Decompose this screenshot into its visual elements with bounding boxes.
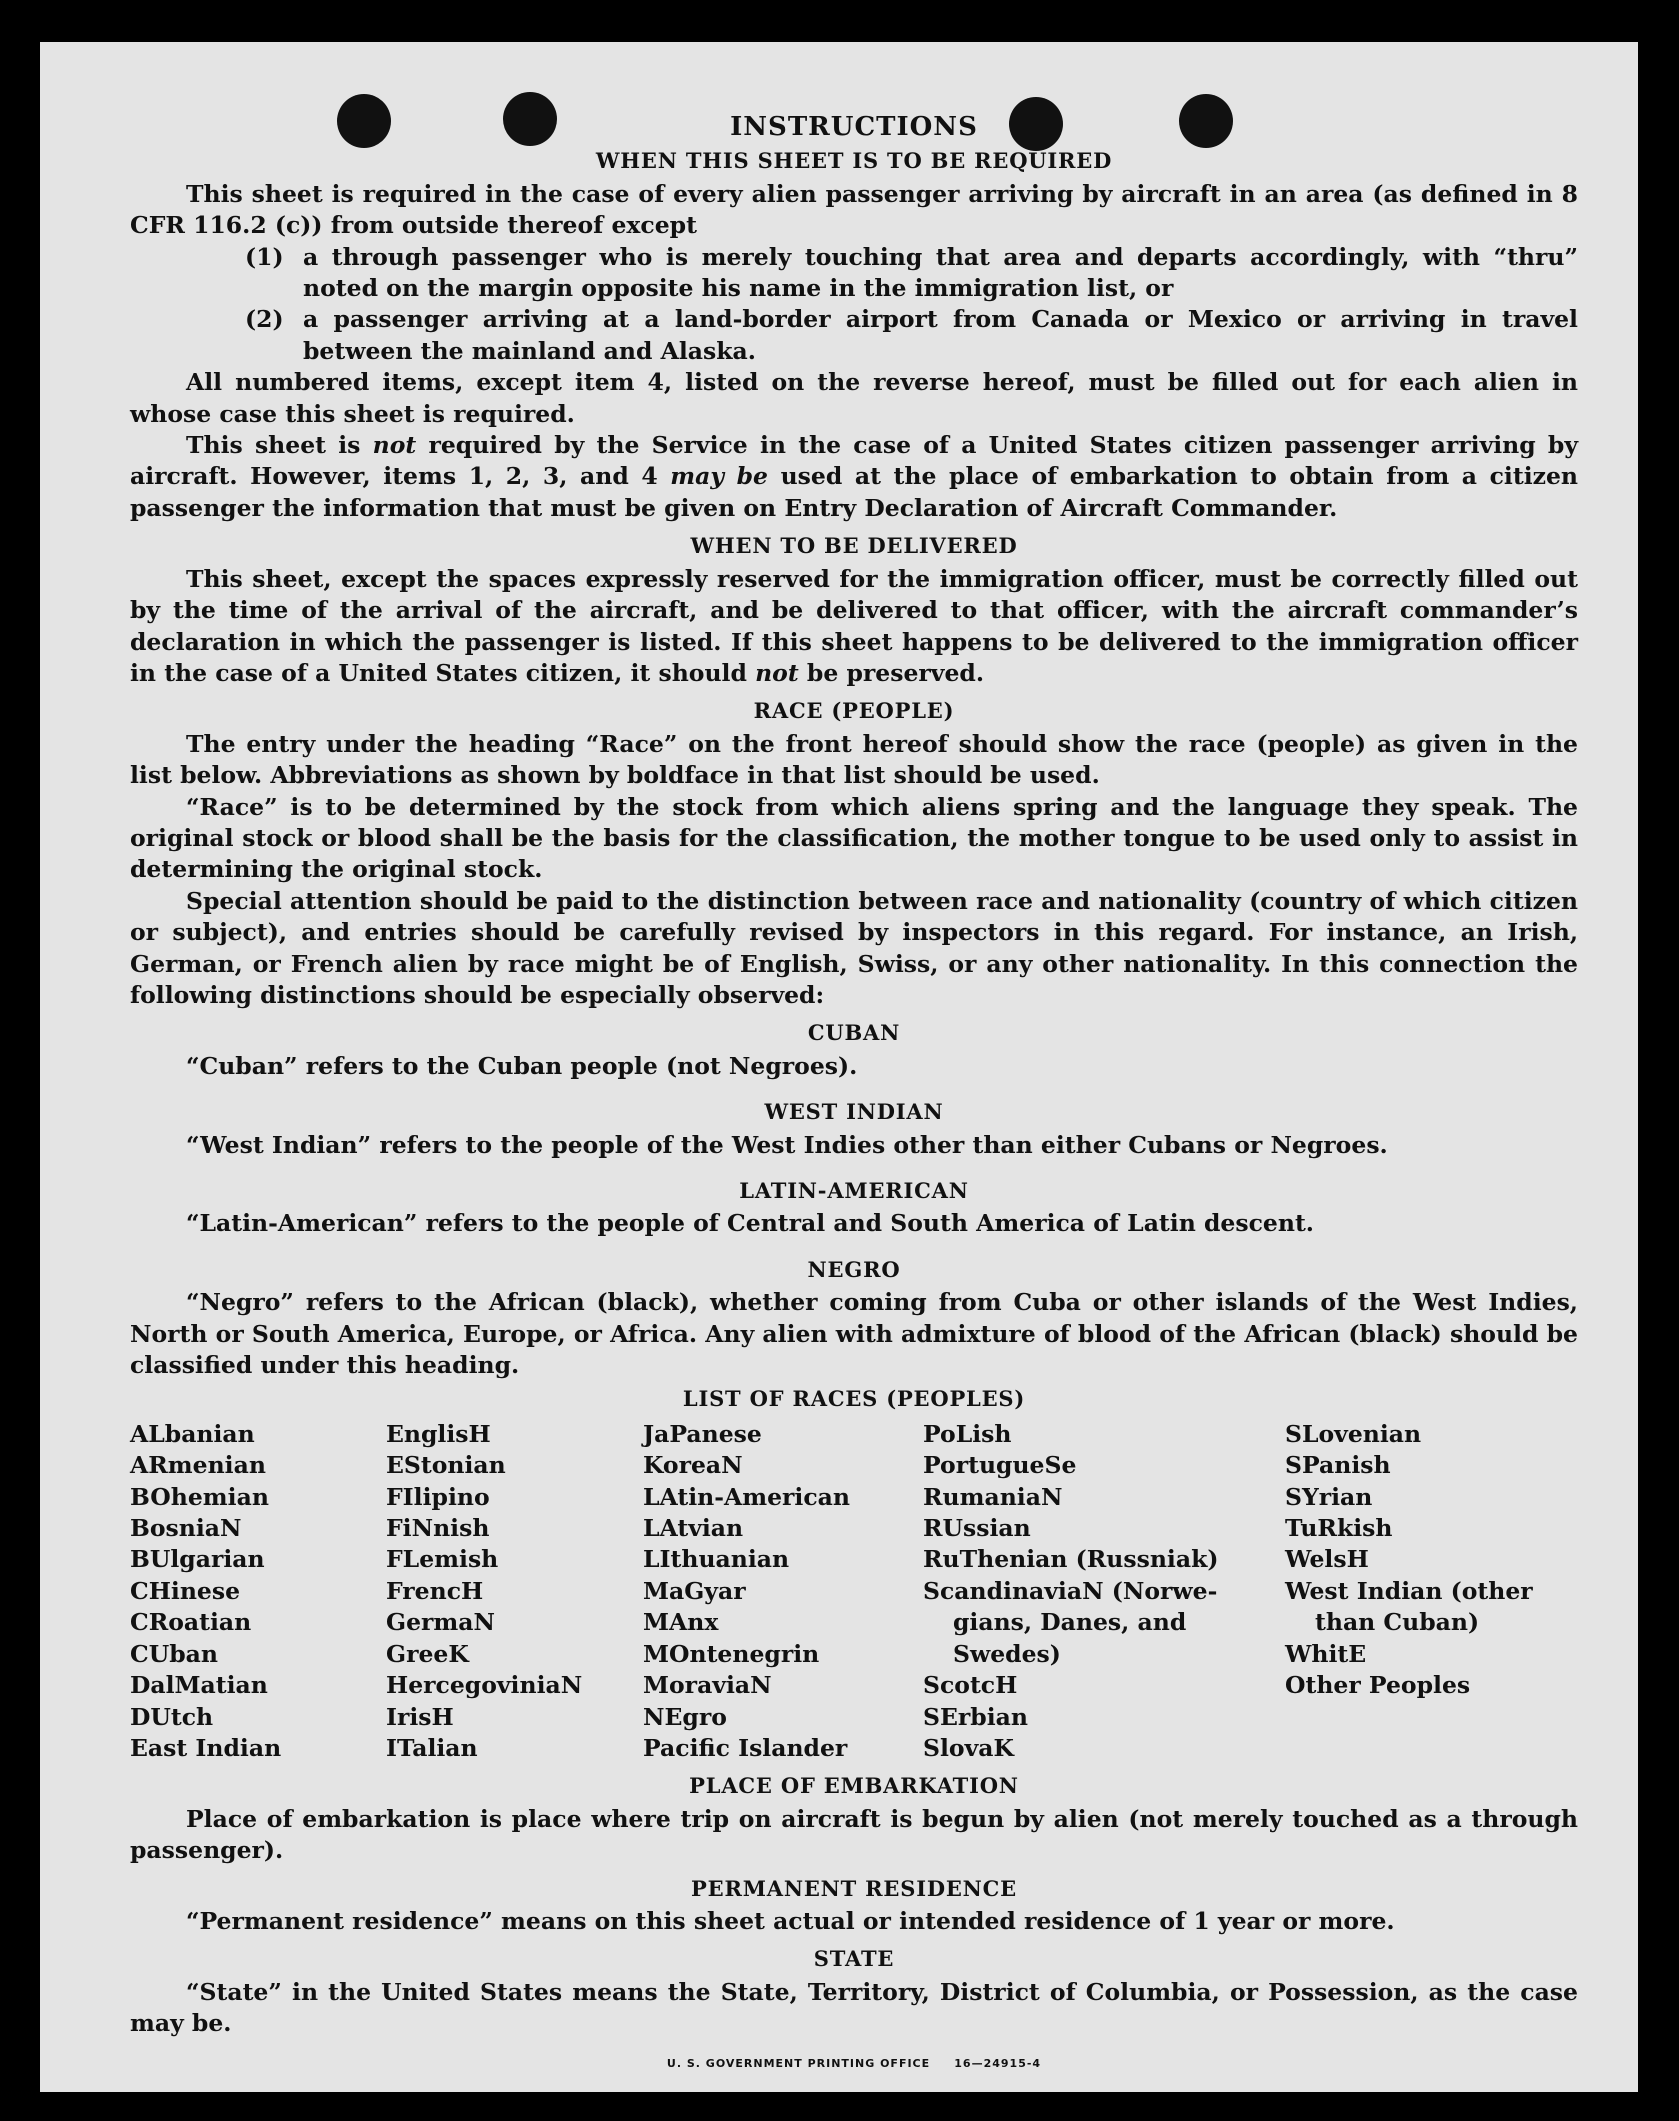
race-entry: FIlipino <box>386 1482 490 1511</box>
paragraph <box>130 430 1578 524</box>
race-entry: MoraviaN <box>643 1671 772 1700</box>
race-entry: RuThenian (Russniak) <box>923 1545 1219 1574</box>
section-heading: STATE <box>813 1946 895 1972</box>
list-item <box>130 304 1578 367</box>
race-entry: ARmenian <box>130 1451 266 1480</box>
item-text: a passenger arriving at a land-border airport from Canada or Mexico or arriving in travel between the mainland and Alaska. <box>303 305 1578 365</box>
section-heading: PERMANENT RESIDENCE <box>691 1875 1017 1901</box>
race-entry: MAnx <box>643 1608 719 1637</box>
printing-office-footer: U. S. GOVERNMENT PRINTING OFFICE 16—24915-4 <box>666 2056 1042 2070</box>
race-entry: West Indian (other <box>1285 1576 1533 1605</box>
race-entry: ScandinaviaN (Norwe- <box>923 1576 1218 1605</box>
text-span: This sheet is <box>186 431 373 460</box>
paragraph: “Race” is to be determined by the stock from which aliens spring and the language they speak. The original stock or blood shall be the basis for the classification, the mother tongue to be used only to assist in determining the original stock. <box>130 792 1578 884</box>
paragraph: “West Indian” refers to the people of the West Indies other than either Cubans or Negroes. <box>186 1130 1388 1159</box>
paragraph: “Negro” refers to the African (black), whether coming from Cuba or other islands of the West Indies, North or South America, Europe, or Africa. Any alien with admixture of blood of the African (black) should be classified under this heading. <box>130 1288 1578 1380</box>
race-entry: MOntenegrin <box>643 1639 820 1668</box>
race-entry: ITalian <box>386 1733 478 1762</box>
race-entry: FLemish <box>386 1545 499 1574</box>
race-entry: DUtch <box>130 1702 214 1731</box>
paragraph: All numbered items, except item 4, listed on the reverse hereof, must be filled out for each alien in whose case this sheet is required. <box>130 368 1578 428</box>
paragraph: “Cuban” refers to the Cuban people (not Negroes). <box>186 1051 858 1080</box>
race-entry: East Indian <box>130 1733 282 1762</box>
text-span: in that list should be used. <box>738 761 1100 790</box>
race-entry: NEgro <box>643 1702 727 1731</box>
races-column <box>643 1419 923 1764</box>
race-entry: GermaN <box>386 1608 495 1637</box>
section-heading: WEST INDIAN <box>764 1099 944 1125</box>
text-span: be preserved. <box>798 658 985 687</box>
paragraph: Special attention should be paid to the distinction between race and nationality (country of which citizen or subject), and entries should be carefully revised by inspectors in this regard. For instance, an Irish, German, or French alien by race might be of English, Swiss, or any other nationality. In this connection the following distinctions should be especially observed: <box>130 886 1578 1009</box>
race-entry: FrencH <box>386 1576 484 1605</box>
race-entry: ScotcH <box>923 1671 1018 1700</box>
boldface-word: boldface <box>626 761 739 790</box>
race-entry: WelsH <box>1285 1545 1369 1574</box>
race-entry: SErbian <box>923 1702 1028 1731</box>
race-entry: SYrian <box>1285 1482 1373 1511</box>
race-entry: EnglisH <box>386 1419 491 1448</box>
race-entry: gians, Danes, and <box>953 1608 1187 1637</box>
race-entry: CUban <box>130 1639 218 1668</box>
race-entry: LIthuanian <box>643 1545 790 1574</box>
section-heading: WHEN TO BE DELIVERED <box>690 533 1018 559</box>
race-entry: BOhemian <box>130 1482 269 1511</box>
race-entry: CHinese <box>130 1576 241 1605</box>
text-span: required by the Service in the case of a United States citizen passenger arriving by aircraft. However, items 1, 2, 3, and 4 <box>130 431 1578 491</box>
race-entry: SlovaK <box>923 1733 1014 1762</box>
list-item <box>130 242 1578 305</box>
instructions-content <box>130 112 1578 2079</box>
section-heading: LIST OF RACES (PEOPLES) <box>682 1386 1026 1412</box>
races-column <box>130 1419 386 1764</box>
text-span: used at the place of embarkation to obtain from a citizen passenger the information that must be given on Entry Declaration of Aircraft Commander. <box>130 462 1579 522</box>
paragraph: “Permanent residence” means on this sheet actual or intended residence of 1 year or more. <box>186 1906 1395 1935</box>
paragraph: Place of embarkation is place where trip on aircraft is begun by alien (not merely touched as a through passenger). <box>130 1804 1578 1865</box>
races-column <box>1285 1419 1545 1764</box>
race-entry: than Cuban) <box>1315 1608 1480 1637</box>
item-number: (2) <box>245 305 284 334</box>
race-entry: MaGyar <box>643 1576 746 1605</box>
race-entry: RUssian <box>923 1514 1031 1543</box>
race-entry: ALbanian <box>130 1419 255 1448</box>
text-span: This sheet, except the spaces expressly reserved for the immigration officer, must be correctly filled out by the time of the arrival of the aircraft, and be delivered to that officer, with the aircraft commander’s declaration in which the passenger is listed. If this sheet happens to be delivered to the immigration officer in the case of a United States citizen, it should <box>130 564 1578 687</box>
paragraph: This sheet is required in the case of every alien passenger arriving by aircraft in an area (as defined in 8 CFR 116.2 (c)) from outside thereof except <box>130 179 1578 240</box>
section-heading: PLACE OF EMBARKATION <box>689 1773 1019 1799</box>
race-entry: EStonian <box>386 1451 506 1480</box>
emphasis: may be <box>670 462 769 491</box>
race-entry: RumaniaN <box>923 1482 1063 1511</box>
race-entry: HercegoviniaN <box>386 1671 583 1700</box>
section-heading: RACE (PEOPLE) <box>753 698 955 724</box>
race-entry: FiNnish <box>386 1514 490 1543</box>
section-heading: NEGRO <box>807 1256 901 1282</box>
section-heading: CUBAN <box>807 1020 901 1046</box>
races-column <box>923 1419 1285 1764</box>
race-entry: Other Peoples <box>1285 1671 1471 1700</box>
paragraph <box>130 729 1578 792</box>
race-entry: WhitE <box>1285 1639 1367 1668</box>
section-heading: LATIN-AMERICAN <box>739 1178 969 1203</box>
race-entry: Pacific Islander <box>643 1733 848 1762</box>
race-entry: IrisH <box>386 1702 454 1731</box>
race-entry: BUlgarian <box>130 1545 265 1574</box>
race-entry: Swedes) <box>953 1639 1061 1668</box>
section-heading: WHEN THIS SHEET IS TO BE REQUIRED <box>595 148 1113 174</box>
race-entry: GreeK <box>386 1639 469 1668</box>
emphasis: not <box>372 431 417 460</box>
race-entry: LAtin-American <box>643 1482 850 1511</box>
race-entry: PoLish <box>923 1419 1012 1448</box>
paragraph <box>130 564 1578 690</box>
item-number: (1) <box>245 242 284 271</box>
race-entry: BosniaN <box>130 1514 242 1543</box>
race-entry: SPanish <box>1285 1451 1391 1480</box>
race-entry: KoreaN <box>643 1451 743 1480</box>
race-entry: LAtvian <box>643 1514 744 1543</box>
emphasis: not <box>755 658 799 687</box>
races-list <box>130 1419 1578 1764</box>
paragraph: “State” in the United States means the State, Territory, District of Columbia, or Possession, as the case may be. <box>130 1977 1578 2038</box>
page-title: INSTRUCTIONS <box>730 112 978 142</box>
paragraph: “Latin-American” refers to the people of Central and South America of Latin descent. <box>186 1209 1314 1238</box>
race-entry: JaPanese <box>643 1419 762 1448</box>
races-column <box>386 1419 643 1764</box>
document-sheet <box>40 42 1638 2092</box>
race-entry: TuRkish <box>1285 1514 1393 1543</box>
race-entry: CRoatian <box>130 1608 252 1637</box>
race-entry: SLovenian <box>1285 1419 1422 1448</box>
item-text: a through passenger who is merely touching that area and departs accordingly, with “thru” noted on the margin opposite his name in the immigration list, or <box>303 242 1578 303</box>
race-entry: PortugueSe <box>923 1451 1077 1480</box>
race-entry: DalMatian <box>130 1671 268 1700</box>
text-span: The entry under the heading “Race” on the front hereof should show the race (people) as given in the list below. Abbreviations as shown by <box>130 729 1578 790</box>
